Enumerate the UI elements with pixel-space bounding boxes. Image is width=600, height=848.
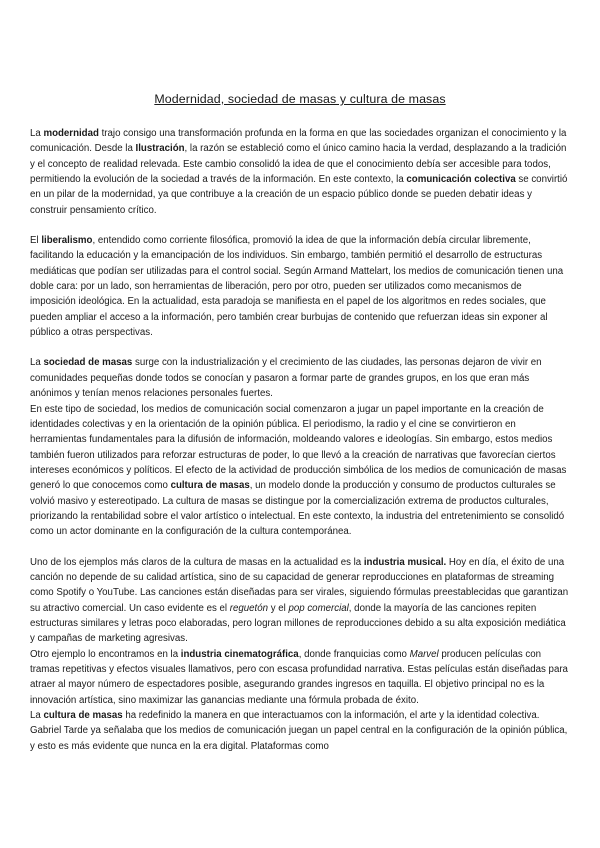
text-run: , donde franquicias como [298, 648, 410, 660]
text-run: En este tipo de sociedad, los medios de comunicación social comenzaron a jugar un papel importante en la creación de identidades colectivas y en la orientación de la opinión pública. El periodismo, la radio y el cine se convirtieron en herramientas fundamentales para la difusión de información, moldeando valores e ideologías. Sin embargo, estos medios también fueron utilizados para reforzar estructuras de poder, lo que llevó a la creación de narrativas que favorecían ciertos intereses económicos y políticos. El efecto de la actividad de producción simbólica de los medios de comunicación de masas generó lo que conocemos como [30, 403, 567, 492]
italic-term: pop comercial [288, 602, 349, 614]
text-run: Hoy en día, el éxito de una canción no depende de su calidad artística, sino de su capacidad de generar reproducciones en plataformas de streaming como Spotify o YouTube. Las canciones están diseñadas para ser virales, siguiendo fórmulas preestablecidas que garantizan su atractivo comercial. Un caso evidente es el [30, 556, 569, 614]
bold-term: industria cinematográfica [180, 648, 299, 660]
section-gap [30, 540, 570, 555]
paragraph [30, 355, 570, 401]
section-gap [30, 218, 570, 233]
bold-term: Ilustración [135, 143, 185, 155]
bold-term: modernidad [43, 128, 99, 139]
document-title: Modernidad, sociedad de masas y cultura de masas [154, 92, 446, 106]
text-run: trajo consigo una transformación profunda en la forma en que las sociedades organizan el conocimiento y la comunicación. Desde la [30, 128, 567, 155]
text-run: ha redefinido la manera en que interactuamos con la información, el arte y la identidad colectiva. Gabriel Tarde ya señalaba que los medios de comunicación juegan un papel central en la configuración de la opinión pública, y esto es más evidente que nunca en la era digital. Plataformas como [30, 710, 568, 752]
italic-term: Marvel [409, 648, 439, 660]
bold-term: sociedad de masas [43, 357, 133, 369]
text-run: El [30, 235, 42, 247]
paragraph [30, 647, 570, 708]
text-run: , la razón se estableció como el único camino hacia la verdad, desplazando a la tradición y el concepto de realidad relevada. Este cambio consolidó la idea de que el conocimiento debía ser accesible para todos, permitiendo la evolución de la sociedad a través de la información. En este contexto, la [30, 143, 567, 186]
bold-term: cultura de masas [170, 480, 250, 492]
text-run: , un modelo donde la producción y consumo de productos culturales se volvió masivo y estereotipado. La cultura de masas se distingue por la comercialización extrema de productos culturales, priorizando la rentabilidad sobre el valor artístico o intelectual. En este contexto, la industria del entretenimiento se consolidó como un actor dominante en la configuración de la cultura contemporánea. [30, 480, 565, 538]
text-run: , donde la mayoría de las canciones repiten estructuras similares y letras poco elaboradas, pero logran millones de reproducciones debido a su alta exposición mediática y campañas de marketing agresivas. [30, 602, 566, 645]
text-run: Otro ejemplo lo encontramos en la [30, 648, 181, 660]
paragraph [30, 708, 570, 754]
bold-term: industria musical. [363, 556, 447, 568]
text-run: La [30, 128, 44, 139]
text-run: y el [268, 602, 289, 614]
text-run: , entendido como corriente filosófica, promovió la idea de que la información debía circular libremente, facilitando la educación y la emancipación de los individuos. Sin embargo, también permitió el desarrollo de estructuras mediáticas que podían ser utilizadas para el control social. Según Armand Mattelart, los medios de comunicación tienen una doble cara: por un lado, son herramientas de liberación, pero por otro, pueden ser utilizados como mecanismos de imposición ideológica. En la actualidad, esta paradoja se manifiesta en el papel de los algoritmos en redes sociales, que pueden ampliar el acceso a la información, pero también crear burbujas de contenido que refuerzan ideas sin exponer al público a otras perspectivas. [30, 235, 564, 339]
text-run: producen películas con tramas repetitivas y efectos visuales llamativos, pero con escasa profundidad narrativa. Estas películas están diseñadas para atraer al mayor número de espectadores posible, asegurando grandes ingresos en taquilla. El objetivo principal no es la innovación artística, sino maximizar las ganancias mediante una fórmula probada de éxito. [30, 648, 568, 706]
text-run: La [30, 357, 44, 369]
paragraph [30, 233, 570, 340]
italic-term: reguetón [229, 602, 269, 614]
bold-term: cultura de masas [43, 710, 123, 722]
text-run: Uno de los ejemplos más claros de la cultura de masas en la actualidad es la [30, 556, 364, 568]
document-body [30, 126, 570, 754]
text-run: se convirtió en un pilar de la modernidad, ya que contribuye a la creación de un espacio público donde se pueden debatir ideas y construir pensamiento crítico. [30, 174, 568, 216]
bold-term: comunicación colectiva [406, 174, 516, 186]
paragraph [30, 555, 570, 647]
text-run: surge con la industrialización y el crecimiento de las ciudades, las personas dejaron de vivir en comunidades pequeñas donde todos se conocían y pasaron a formar parte de grandes grupos, en los que eran más anónimos y tenían menos relaciones personales fuertes. [30, 357, 542, 400]
paragraph [30, 402, 570, 540]
text-run: La [30, 710, 44, 722]
bold-term: liberalismo [41, 235, 93, 247]
section-gap [30, 340, 570, 355]
paragraph [30, 126, 570, 218]
